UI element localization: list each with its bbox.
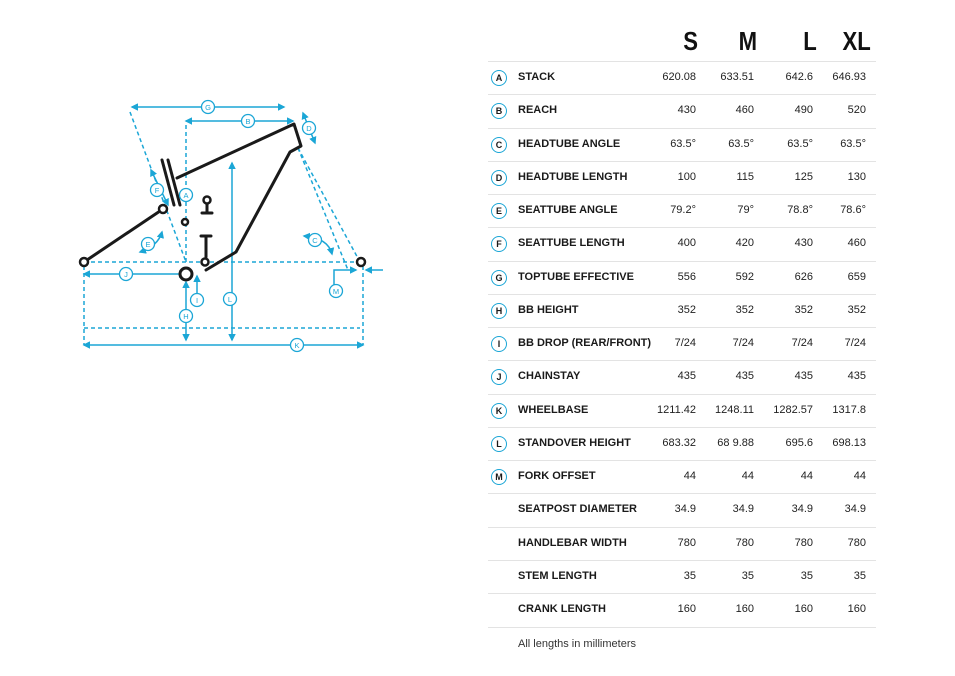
- row-value-xl: 63.5°: [840, 137, 866, 150]
- row-label: FORK OFFSET: [518, 470, 596, 482]
- row-label: WHEELBASE: [518, 403, 589, 416]
- dimension-marker-d: [303, 122, 316, 135]
- dimension-marker-a: [180, 189, 193, 202]
- pivot-icon-2: [182, 219, 188, 225]
- row-value-xl: 34.9: [844, 503, 866, 516]
- row-value-l: 125: [794, 170, 813, 183]
- row-label: HEADTUBE ANGLE: [518, 137, 621, 150]
- row-value-s: 620.08: [662, 71, 696, 83]
- dimension-marker-b: [242, 115, 255, 128]
- table-row: [488, 593, 876, 628]
- row-value-l: 63.5°: [787, 137, 813, 150]
- row-value-l: 435: [794, 370, 813, 383]
- row-key-badge: G: [491, 270, 507, 286]
- table-row: [488, 394, 876, 428]
- row-value-m: 420: [735, 237, 754, 250]
- table-row: [488, 360, 876, 394]
- row-value-m: 460: [735, 104, 754, 117]
- dimension-marker-h: [180, 310, 193, 323]
- svg-text:F: F: [154, 185, 160, 195]
- row-label: HEADTUBE LENGTH: [518, 170, 628, 183]
- row-value-xl: 352: [847, 303, 866, 316]
- svg-text:H: H: [183, 311, 189, 321]
- svg-text:D: D: [306, 123, 312, 133]
- row-value-m: 79°: [737, 204, 754, 216]
- size-header-xl: XL: [842, 26, 871, 56]
- row-value-xl: 160: [847, 603, 866, 615]
- dimension-marker-c: [309, 234, 322, 247]
- row-value-xl: 435: [847, 370, 866, 383]
- row-key-badge: C: [491, 137, 507, 153]
- row-label: HANDLEBAR WIDTH: [518, 536, 627, 549]
- table-row: [488, 560, 876, 594]
- svg-text:L: L: [227, 294, 233, 304]
- svg-text:I: I: [195, 295, 199, 305]
- row-value-m: 1248.11: [715, 403, 754, 416]
- row-value-m: 7/24: [732, 337, 754, 349]
- frame-seatstay: [84, 209, 163, 262]
- row-value-m: 68 9.88: [717, 436, 754, 449]
- row-label: BB DROP (REAR/FRONT): [518, 337, 652, 349]
- dimension-marker-f: [151, 184, 164, 197]
- dimension-marker-l: [224, 293, 237, 306]
- table-row: [488, 128, 876, 162]
- frame-seat-tube-top2: [168, 160, 180, 205]
- row-key-badge: K: [491, 403, 507, 419]
- row-value-m: 352: [735, 303, 754, 316]
- size-header-m: M: [738, 26, 758, 56]
- row-value-m: 160: [735, 603, 754, 615]
- pivot-icon: [159, 205, 167, 213]
- row-label: CHAINSTAY: [518, 370, 581, 383]
- rear-axle-icon: [80, 258, 88, 266]
- row-value-m: 63.5°: [728, 137, 754, 150]
- row-label: STEM LENGTH: [518, 569, 597, 582]
- svg-text:G: G: [205, 102, 211, 112]
- table-row: [488, 294, 876, 328]
- dimension-marker-g: [202, 101, 215, 114]
- dimension-marker-k: [291, 339, 304, 352]
- row-value-s: 1211.42: [657, 403, 696, 416]
- row-value-xl: 130: [847, 170, 866, 183]
- row-value-l: 160: [794, 603, 813, 615]
- row-value-s: 63.5°: [670, 137, 696, 150]
- row-value-l: 7/24: [791, 337, 813, 349]
- dimension-marker-e: [142, 238, 155, 251]
- row-value-m: 35: [741, 569, 754, 582]
- row-label: STACK: [518, 71, 556, 83]
- row-value-l: 490: [794, 104, 813, 117]
- row-value-s: 34.9: [674, 503, 696, 516]
- table-row: [488, 161, 876, 195]
- row-value-m: 435: [735, 370, 754, 383]
- row-key-badge: L: [491, 436, 507, 452]
- dim-guide-fork-2: [298, 148, 348, 270]
- row-value-m: 34.9: [732, 503, 754, 516]
- row-value-s: 780: [677, 536, 696, 549]
- row-label: SEATTUBE LENGTH: [518, 237, 625, 250]
- units-note: All lengths in millimeters: [518, 638, 636, 650]
- row-value-s: 400: [677, 237, 696, 250]
- row-value-l: 642.6: [785, 71, 813, 83]
- row-label: TOPTUBE EFFECTIVE: [518, 270, 634, 283]
- svg-text:C: C: [312, 235, 318, 245]
- row-value-xl: 659: [847, 270, 866, 283]
- row-value-xl: 7/24: [844, 337, 866, 349]
- row-value-m: 780: [735, 536, 754, 549]
- row-value-s: 435: [677, 370, 696, 383]
- row-value-xl: 646.93: [832, 71, 866, 83]
- frame-seat-tube-top: [162, 160, 174, 205]
- row-value-xl: 44: [853, 470, 866, 482]
- svg-text:B: B: [245, 116, 251, 126]
- table-row: [488, 261, 876, 295]
- row-value-l: 35: [800, 569, 813, 582]
- row-value-s: 352: [677, 303, 696, 316]
- row-key-badge: J: [491, 369, 507, 385]
- row-value-xl: 520: [847, 104, 866, 117]
- table-row: [488, 460, 876, 494]
- table-row: [488, 61, 876, 95]
- bottom-bracket-icon: [180, 268, 192, 280]
- row-label: CRANK LENGTH: [518, 603, 606, 615]
- table-row: [488, 94, 876, 128]
- dimension-marker-m: [330, 285, 343, 298]
- row-value-xl: 35: [853, 569, 866, 582]
- front-axle-icon: [357, 258, 365, 266]
- dim-guide-fork-1: [298, 148, 360, 262]
- row-value-l: 430: [794, 237, 813, 250]
- row-key-badge: M: [491, 469, 507, 485]
- row-value-l: 780: [794, 536, 813, 549]
- row-value-m: 633.51: [720, 71, 754, 83]
- row-value-xl: 460: [847, 237, 866, 250]
- row-value-m: 44: [741, 470, 754, 482]
- table-row: [488, 427, 876, 461]
- row-value-m: 592: [735, 270, 754, 283]
- row-value-s: 44: [683, 470, 696, 482]
- row-value-s: 160: [677, 603, 696, 615]
- pivot-icon-3: [202, 259, 209, 266]
- row-label: STANDOVER HEIGHT: [518, 436, 631, 449]
- svg-text:E: E: [145, 239, 151, 249]
- row-value-l: 44: [800, 470, 813, 482]
- row-value-l: 626: [794, 270, 813, 283]
- row-label: SEATPOST DIAMETER: [518, 503, 637, 516]
- row-value-s: 430: [677, 104, 696, 117]
- row-label: REACH: [518, 104, 558, 117]
- row-value-s: 7/24: [674, 337, 696, 349]
- size-header-s: S: [683, 26, 699, 56]
- svg-text:J: J: [124, 269, 128, 279]
- row-value-s: 79.2°: [670, 204, 696, 216]
- row-value-xl: 78.6°: [840, 204, 866, 216]
- row-value-m: 115: [736, 170, 754, 183]
- table-row: [488, 493, 876, 527]
- svg-text:K: K: [294, 340, 300, 350]
- row-key-badge: H: [491, 303, 507, 319]
- row-value-s: 683.32: [662, 436, 696, 449]
- table-row: [488, 527, 876, 561]
- dimension-marker-j: [120, 268, 133, 281]
- row-value-l: 34.9: [791, 503, 813, 516]
- frame-top-and-down-tube: [177, 124, 301, 270]
- row-key-badge: A: [491, 70, 507, 86]
- row-value-xl: 1317.8: [832, 403, 866, 416]
- table-row: [488, 227, 876, 261]
- row-key-badge: I: [491, 336, 507, 352]
- row-key-badge: F: [491, 236, 507, 252]
- table-row: [488, 194, 876, 228]
- size-header-l: L: [803, 26, 817, 56]
- row-value-s: 556: [677, 270, 696, 283]
- table-row: [488, 327, 876, 361]
- row-value-l: 78.8°: [787, 204, 813, 216]
- row-value-xl: 698.13: [832, 436, 866, 449]
- svg-text:M: M: [332, 286, 340, 296]
- row-key-badge: B: [491, 103, 507, 119]
- row-value-l: 1282.57: [773, 403, 813, 416]
- row-value-s: 100: [677, 170, 696, 183]
- row-value-l: 352: [794, 303, 813, 316]
- row-label: SEATTUBE ANGLE: [518, 204, 618, 216]
- row-key-badge: E: [491, 203, 507, 219]
- row-value-s: 35: [683, 569, 696, 582]
- row-value-l: 695.6: [785, 436, 813, 449]
- row-value-xl: 780: [847, 536, 866, 549]
- svg-text:A: A: [183, 190, 189, 200]
- row-label: BB HEIGHT: [518, 303, 579, 316]
- shock-mount-icon: [204, 197, 211, 204]
- dimension-marker-i: [191, 294, 204, 307]
- row-key-badge: D: [491, 170, 507, 186]
